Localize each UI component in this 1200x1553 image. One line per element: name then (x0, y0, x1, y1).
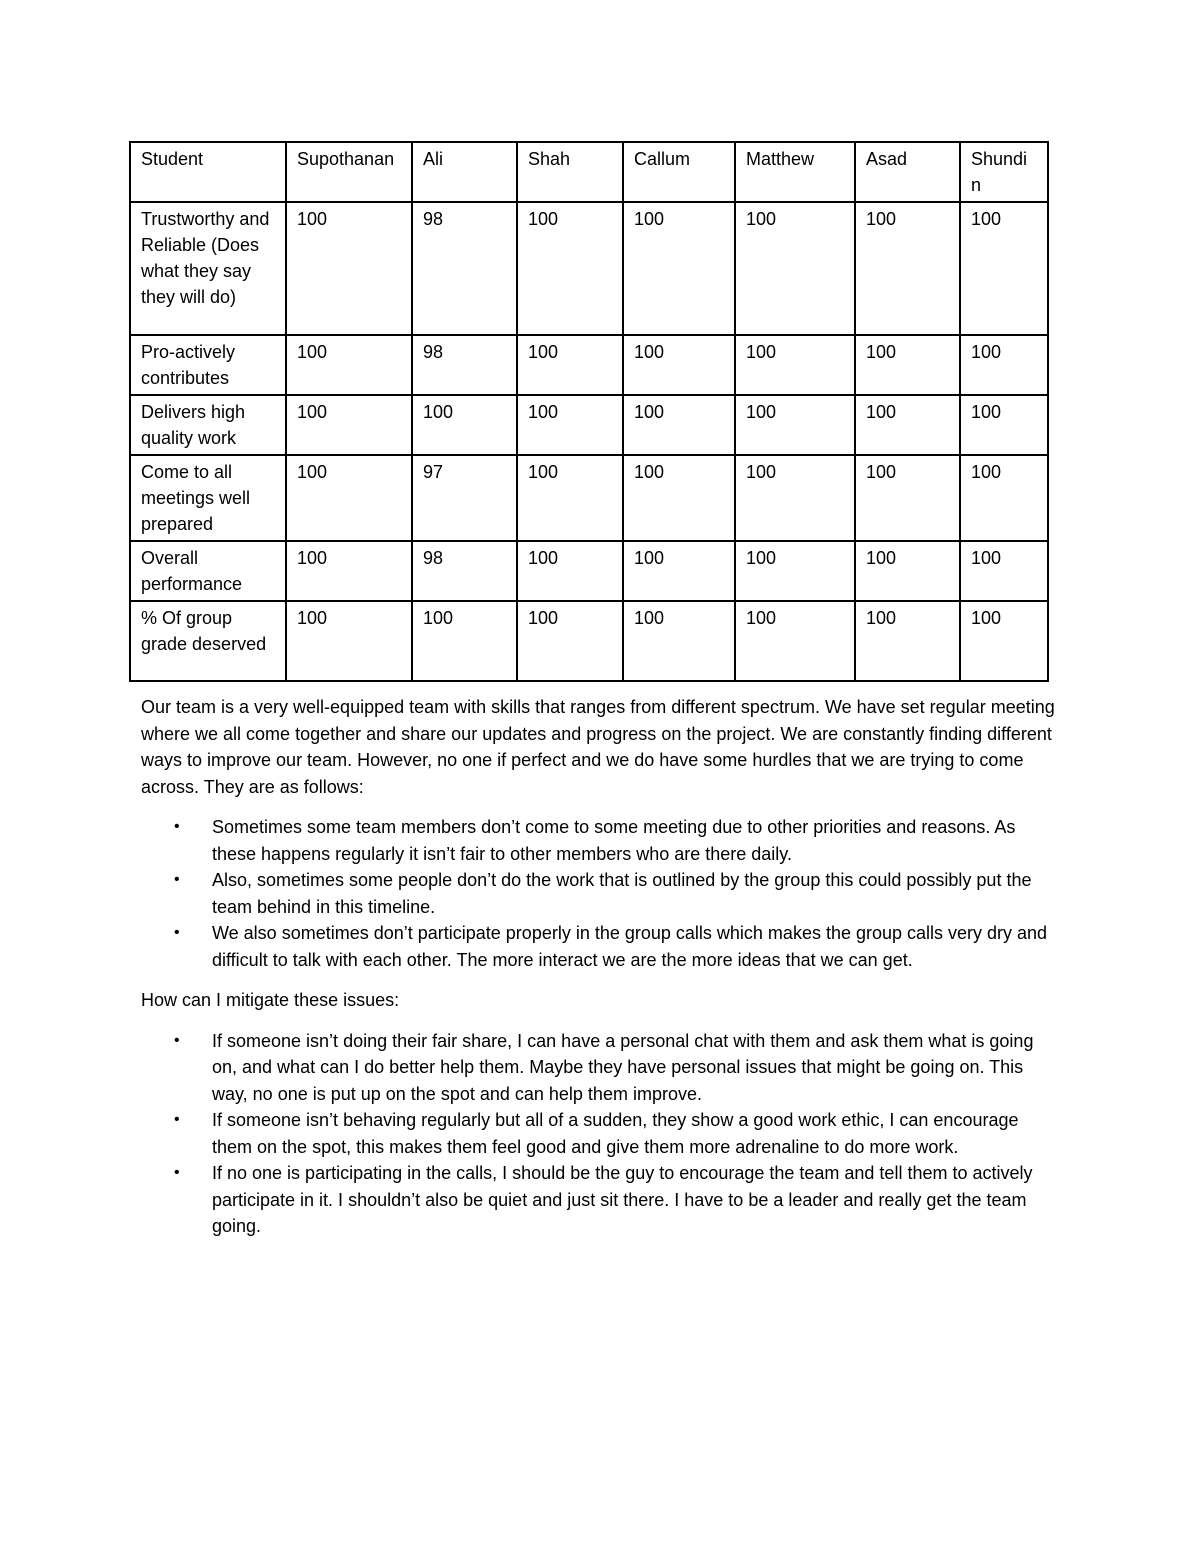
score-cell: 97 (412, 455, 517, 541)
document-body (141, 694, 1061, 1254)
peer-rating-table (129, 141, 1049, 682)
list-item (141, 1028, 1061, 1108)
score-cell: 100 (623, 395, 735, 455)
row-label-cell: Overall performance (130, 541, 286, 601)
list-item-text: Also, sometimes some people don’t do the work that is outlined by the group this could possibly put the team behind in this timeline. (212, 870, 1032, 917)
list-item-text: If someone isn’t doing their fair share, I can have a personal chat with them and ask them what is going on, and what can I do better help them. Maybe they have personal issues that might be going on. This way, no one is put up on the spot and can help them improve. (212, 1030, 1034, 1104)
score-cell: 100 (286, 202, 412, 335)
list-item-text: Sometimes some team members don’t come to some meeting due to other priorities and reasons. As these happens regularly it isn’t fair to other members who are there daily. (212, 817, 1016, 864)
score-cell: 100 (517, 395, 623, 455)
score-cell: 100 (855, 395, 960, 455)
score-cell: 100 (286, 601, 412, 681)
bullet-icon: • (174, 1031, 180, 1049)
header-cell: Supothanan (286, 142, 412, 202)
score-cell: 100 (412, 601, 517, 681)
score-cell: 100 (735, 541, 855, 601)
score-cell: 100 (623, 541, 735, 601)
header-cell: Ali (412, 142, 517, 202)
table-row (130, 335, 1048, 395)
header-cell: Shah (517, 142, 623, 202)
mitigation-heading: How can I mitigate these issues: (141, 990, 400, 1010)
list-item (141, 920, 1061, 973)
table-row (130, 541, 1048, 601)
bullet-icon: • (174, 1164, 180, 1181)
table-header-row (130, 142, 1048, 202)
row-label-cell: Come to all meetings well prepared (130, 455, 286, 541)
score-cell: 100 (623, 601, 735, 681)
score-cell: 100 (960, 541, 1048, 601)
score-cell: 100 (855, 601, 960, 681)
mitigations-list (141, 1028, 1061, 1240)
table-row (130, 455, 1048, 541)
bullet-icon: • (174, 871, 180, 888)
score-cell: 98 (412, 541, 517, 601)
list-item (141, 867, 1061, 920)
table-row (130, 202, 1048, 335)
score-cell: 100 (855, 335, 960, 395)
score-cell: 100 (517, 335, 623, 395)
score-cell: 100 (623, 202, 735, 335)
score-cell: 100 (960, 335, 1048, 395)
score-cell: 100 (735, 395, 855, 455)
row-label-cell: Delivers high quality work (130, 395, 286, 455)
table-row (130, 601, 1048, 681)
row-label-cell: Trustworthy and Reliable (Does what they say they will do) (130, 202, 286, 335)
score-cell: 100 (623, 335, 735, 395)
list-item (141, 1107, 1061, 1160)
score-cell: 100 (286, 541, 412, 601)
score-cell: 100 (735, 202, 855, 335)
list-item-text: If someone isn’t behaving regularly but all of a sudden, they show a good work ethic, I can encourage them on the spot, this makes them feel good and give them more adrenaline to do more work. (212, 1110, 1019, 1157)
score-cell: 100 (855, 455, 960, 541)
row-label-cell: Pro-actively contributes (130, 335, 286, 395)
score-cell: 100 (960, 455, 1048, 541)
score-cell: 100 (960, 395, 1048, 455)
list-item (141, 814, 1061, 867)
bullet-icon: • (174, 1111, 180, 1128)
bullet-icon: • (174, 818, 180, 835)
header-cell: Shundin (960, 142, 1048, 202)
score-cell: 98 (412, 202, 517, 335)
intro-paragraph: Our team is a very well-equipped team with skills that ranges from different spectrum. We have set regular meeting where we all come together and share our updates and progress on the project. We are constantly finding different ways to improve our team. However, no one if perfect and we do have some hurdles that we are trying to come across. They are as follows: (141, 697, 1055, 797)
score-cell: 100 (623, 455, 735, 541)
list-item-text: If no one is participating in the calls, I should be the guy to encourage the team and tell them to actively participate in it. I shouldn’t also be quiet and just sit there. I have to be a leader and really get the team going. (212, 1163, 1033, 1236)
bullet-icon: • (174, 924, 180, 941)
score-cell: 100 (855, 541, 960, 601)
header-cell: Asad (855, 142, 960, 202)
header-cell: Callum (623, 142, 735, 202)
score-cell: 100 (735, 601, 855, 681)
score-cell: 100 (855, 202, 960, 335)
table-row (130, 395, 1048, 455)
score-cell: 100 (735, 335, 855, 395)
row-label-cell: % Of group grade deserved (130, 601, 286, 681)
score-cell: 100 (412, 395, 517, 455)
score-cell: 100 (960, 601, 1048, 681)
score-cell: 100 (960, 202, 1048, 335)
score-cell: 100 (286, 455, 412, 541)
score-cell: 100 (286, 335, 412, 395)
score-cell: 100 (517, 601, 623, 681)
score-cell: 100 (517, 202, 623, 335)
list-item-text: We also sometimes don’t participate properly in the group calls which makes the group calls very dry and difficult to talk with each other. The more interact we are the more ideas that we can get. (212, 923, 1048, 970)
score-cell: 100 (735, 455, 855, 541)
score-cell: 100 (517, 541, 623, 601)
score-cell: 100 (517, 455, 623, 541)
score-cell: 100 (286, 395, 412, 455)
list-item (141, 1160, 1061, 1240)
header-cell: Student (130, 142, 286, 202)
score-cell: 98 (412, 335, 517, 395)
hurdles-list (141, 814, 1061, 973)
header-cell: Matthew (735, 142, 855, 202)
